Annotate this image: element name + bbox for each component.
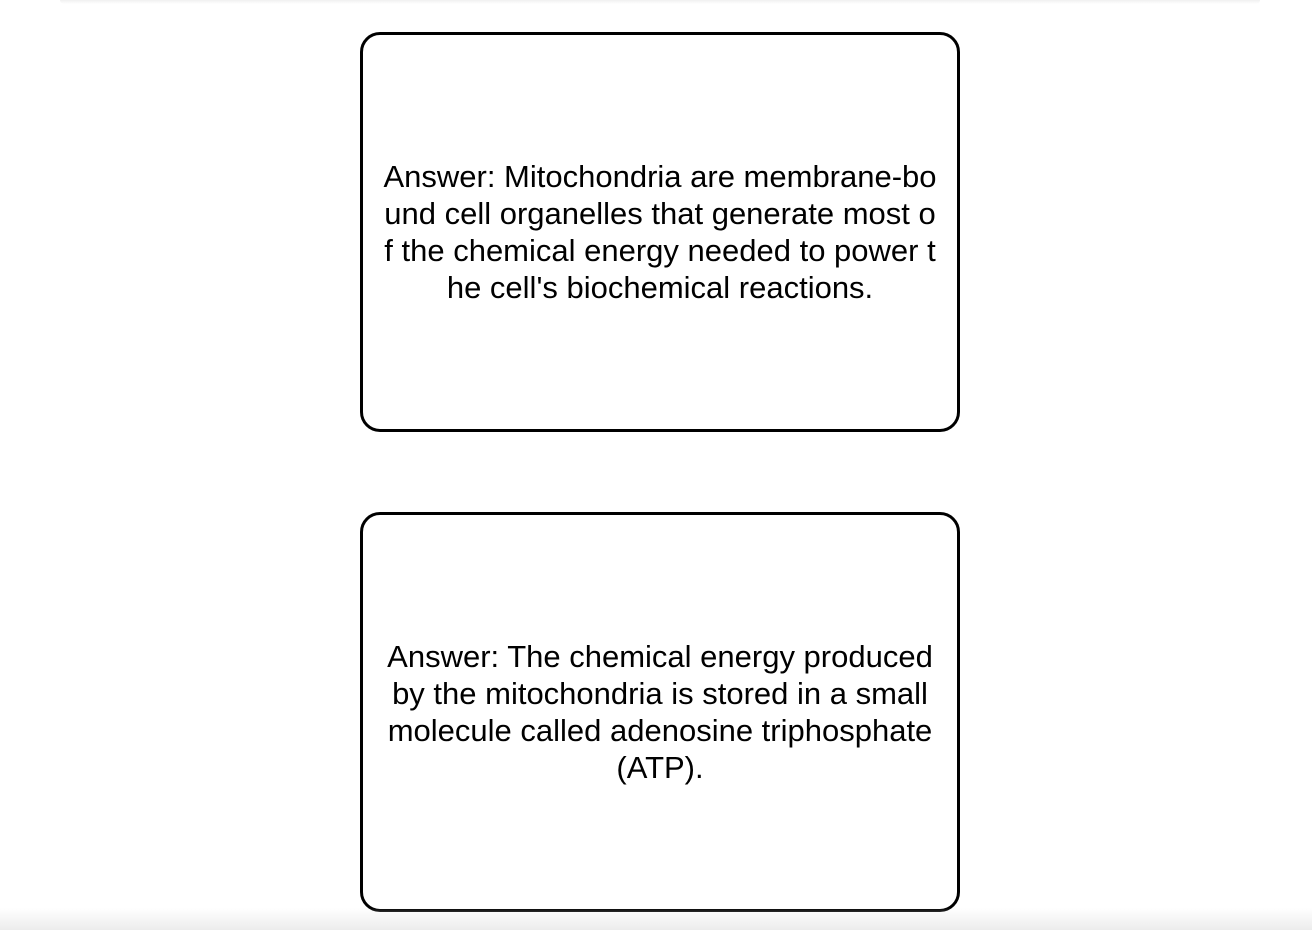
flashcard-2-answer: Answer: The chemical energy produced by the mitochondria is stored in a small molecule called adenosine triphosphate (ATP).: [387, 639, 933, 785]
flashcard-1-answer: Answer: Mitochondria are membrane-bound cell organelles that generate most of the chemical energy needed to power the cell's biochemical reactions.: [383, 159, 937, 305]
flashcard-1[interactable]: [360, 32, 960, 432]
top-shadow-edge: [60, 0, 1260, 4]
flashcard-2[interactable]: [360, 512, 960, 912]
